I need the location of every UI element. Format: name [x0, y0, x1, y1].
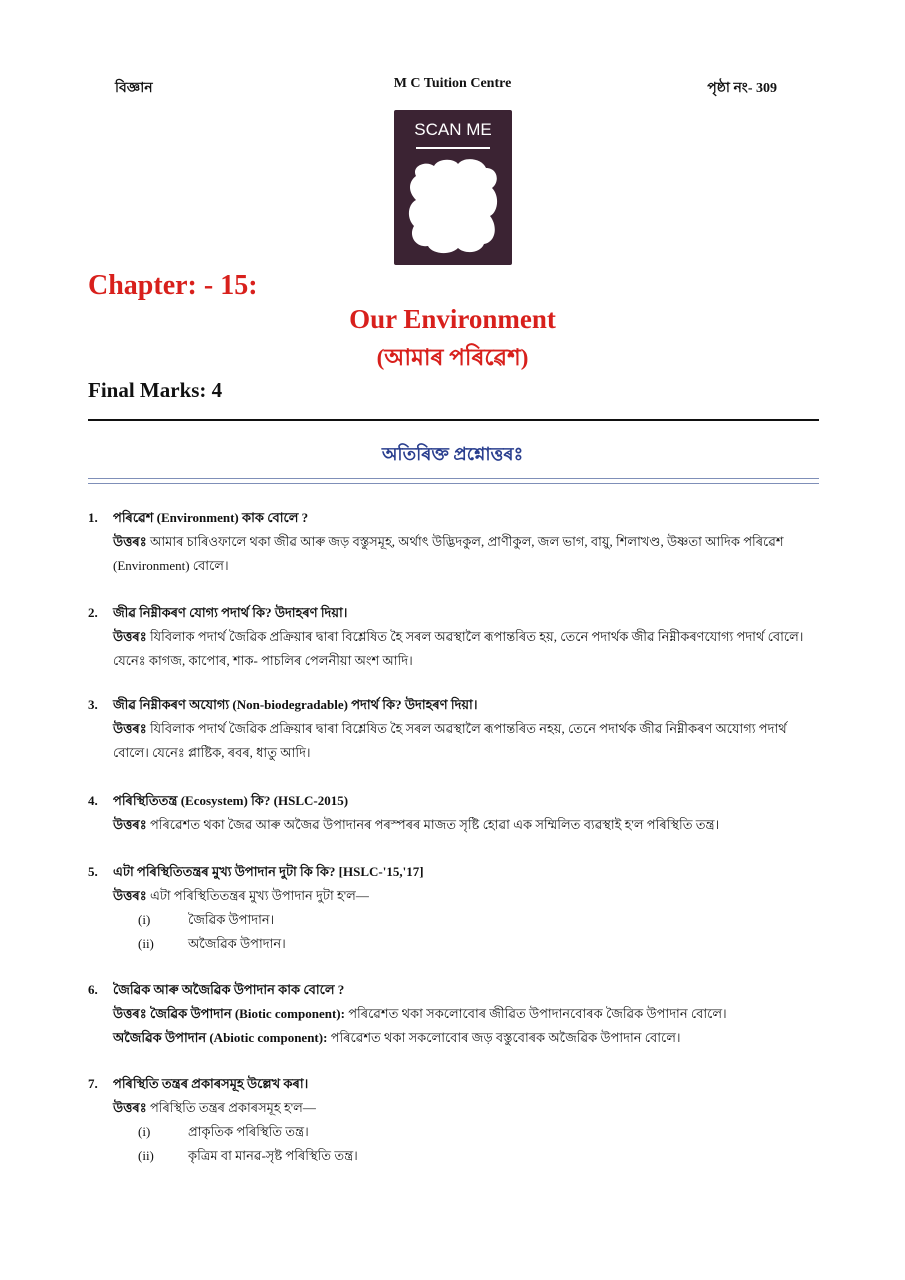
question-number: 6. [88, 982, 98, 997]
chapter-subtitle: (আমাৰ পৰিৱেশ) [376, 345, 529, 370]
answer-label: উত্তৰঃ [113, 1100, 147, 1115]
question-text: জৈৱিক আৰু অজৈৱিক উপাদান কাক বোলে ? [113, 982, 345, 997]
chapter-title: Our Environment [349, 304, 556, 334]
divider [88, 419, 819, 421]
answer-text: পৰিস্থিতি তন্ত্ৰৰ প্ৰকাৰসমূহ হ'ল— [149, 1100, 316, 1115]
question-item [88, 693, 823, 765]
question-number: 5. [88, 864, 98, 879]
answer-text: পৰিৱেশত থকা সকলোবোৰ জীৱিত উপাদানবোৰক জৈৱিক উপাদান বোলে। [348, 1006, 727, 1021]
qr-code-box [394, 110, 512, 265]
question-text: জীৱ নিম্নীকৰণ অযোগ্য (Non-biodegradable) পদাৰ্থ কি? উদাহৰণ দিয়া। [113, 697, 478, 712]
question-number: 3. [88, 697, 98, 712]
question-text: পৰিৱেশ (Environment) কাক বোলে ? [113, 510, 309, 525]
subject-label: বিজ্ঞান [115, 81, 153, 96]
answer-text: আমাৰ চাৰিওফালে থকা জীৱ আৰু জড় বস্তুসমূহ, অৰ্থাৎ উদ্ভিদকুল, প্ৰাণীকুল, জল ভাগ, বায়ু, শিলাখণ্ড, উষ্ণতা আদিক পৰিৱেশ (Environment) বোলে। [113, 534, 784, 573]
answer-label: উত্তৰঃ [113, 1006, 147, 1021]
list-marker: (i) [138, 912, 151, 927]
question-item [88, 978, 823, 1050]
question-item [88, 1072, 823, 1168]
list-marker: (ii) [138, 936, 154, 951]
question-item [88, 601, 823, 673]
answer-text: পৰিৱেশত থকা সকলোবোৰ জড় বস্তুবোৰক অজৈৱিক উপাদান বোলে। [330, 1030, 681, 1045]
section-divider-bottom [88, 483, 819, 484]
section-title: অতিৰিক্ত প্ৰশ্নোত্তৰঃ [381, 444, 524, 464]
page-number: পৃষ্ঠা নং- 309 [707, 81, 777, 96]
question-text: এটা পৰিস্থিতিতন্ত্ৰৰ মুখ্য উপাদান দুটা কি কি? [HSLC-'15,'17] [113, 864, 424, 879]
question-number: 2. [88, 605, 98, 620]
question-number: 4. [88, 793, 98, 808]
answer-label: উত্তৰঃ [113, 629, 147, 644]
list-marker: (i) [138, 1124, 151, 1139]
question-text: পৰিস্থিতি তন্ত্ৰৰ প্ৰকাৰসমূহ উল্লেখ কৰা। [113, 1076, 309, 1091]
final-marks: Final Marks: 4 [88, 378, 223, 402]
chapter-heading: Chapter: - 15: [88, 270, 258, 301]
list-text: প্ৰাকৃতিক পৰিস্থিতি তন্ত্ৰ। [188, 1124, 309, 1139]
list-text: অজৈৱিক উপাদান। [188, 936, 286, 951]
question-text: পৰিস্থিতিতন্ত্ৰ (Ecosystem) কি? (HSLC-2015) [113, 793, 349, 808]
question-item [88, 506, 823, 578]
list-item [88, 932, 823, 956]
question-number: 7. [88, 1076, 98, 1091]
list-item [88, 1120, 823, 1144]
biotic-term: জৈৱিক উপাদান (Biotic component): [149, 1006, 345, 1021]
question-number: 1. [88, 510, 98, 525]
scan-me-label: SCAN ME [414, 120, 492, 139]
answer-text: যিবিলাক পদাৰ্থ জৈৱিক প্ৰক্ৰিয়াৰ দ্বাৰা বিশ্লেষিত হৈ সৰল অৱস্থালৈ ৰূপান্তৰিত নহয়, তেনে পদাৰ্থক জীৱ নিম্নীকৰণ অযোগ্য পদাৰ্থ বোলে। যেনেঃ প্লাষ্টিক, ৰবৰ, ধাতু আদি। [113, 721, 787, 760]
answer-label: উত্তৰঃ [113, 817, 147, 832]
scan-me-underline [416, 147, 490, 149]
list-text: কৃত্ৰিম বা মানৱ-সৃষ্ট পৰিস্থিতি তন্ত্ৰ। [188, 1148, 358, 1163]
question-item [88, 789, 823, 837]
answer-label: উত্তৰঃ [113, 534, 147, 549]
answer-text: যিবিলাক পদাৰ্থ জৈৱিক প্ৰক্ৰিয়াৰ দ্বাৰা বিশ্লেষিত হৈ সৰল অৱস্থালৈ ৰূপান্তৰিত হয়, তেনে পদাৰ্থক জীৱ নিম্নীকৰণযোগ্য পদাৰ্থ বোলে। যেনেঃ কাগজ, কাপোৰ, শাক- পাচলিৰ পেলনীয়া অংশ আদি। [113, 629, 804, 668]
qr-code-icon [406, 156, 502, 256]
section-divider-top [88, 478, 819, 479]
abiotic-term: অজৈৱিক উপাদান (Abiotic component): [113, 1030, 328, 1045]
list-marker: (ii) [138, 1148, 154, 1163]
answer-label: উত্তৰঃ [113, 721, 147, 736]
list-item [88, 1144, 823, 1168]
question-item [88, 860, 823, 956]
list-item [88, 908, 823, 932]
answer-text: এটা পৰিস্থিতিতন্ত্ৰৰ মুখ্য উপাদান দুটা হ'ল— [149, 888, 369, 903]
answer-text: পৰিৱেশত থকা জৈৱ আৰু অজৈৱ উপাদানৰ পৰস্পৰৰ মাজত সৃষ্টি হোৱা এক সম্মিলিত ব্যৱস্থাই হ'ল পৰিস্থিতি তন্ত্ৰ। [149, 817, 720, 832]
question-text: জীৱ নিম্নীকৰণ যোগ্য পদাৰ্থ কি? উদাহৰণ দিয়া। [113, 605, 348, 620]
centre-name: M C Tuition Centre [393, 76, 512, 91]
answer-label: উত্তৰঃ [113, 888, 147, 903]
list-text: জৈৱিক উপাদান। [188, 912, 275, 927]
